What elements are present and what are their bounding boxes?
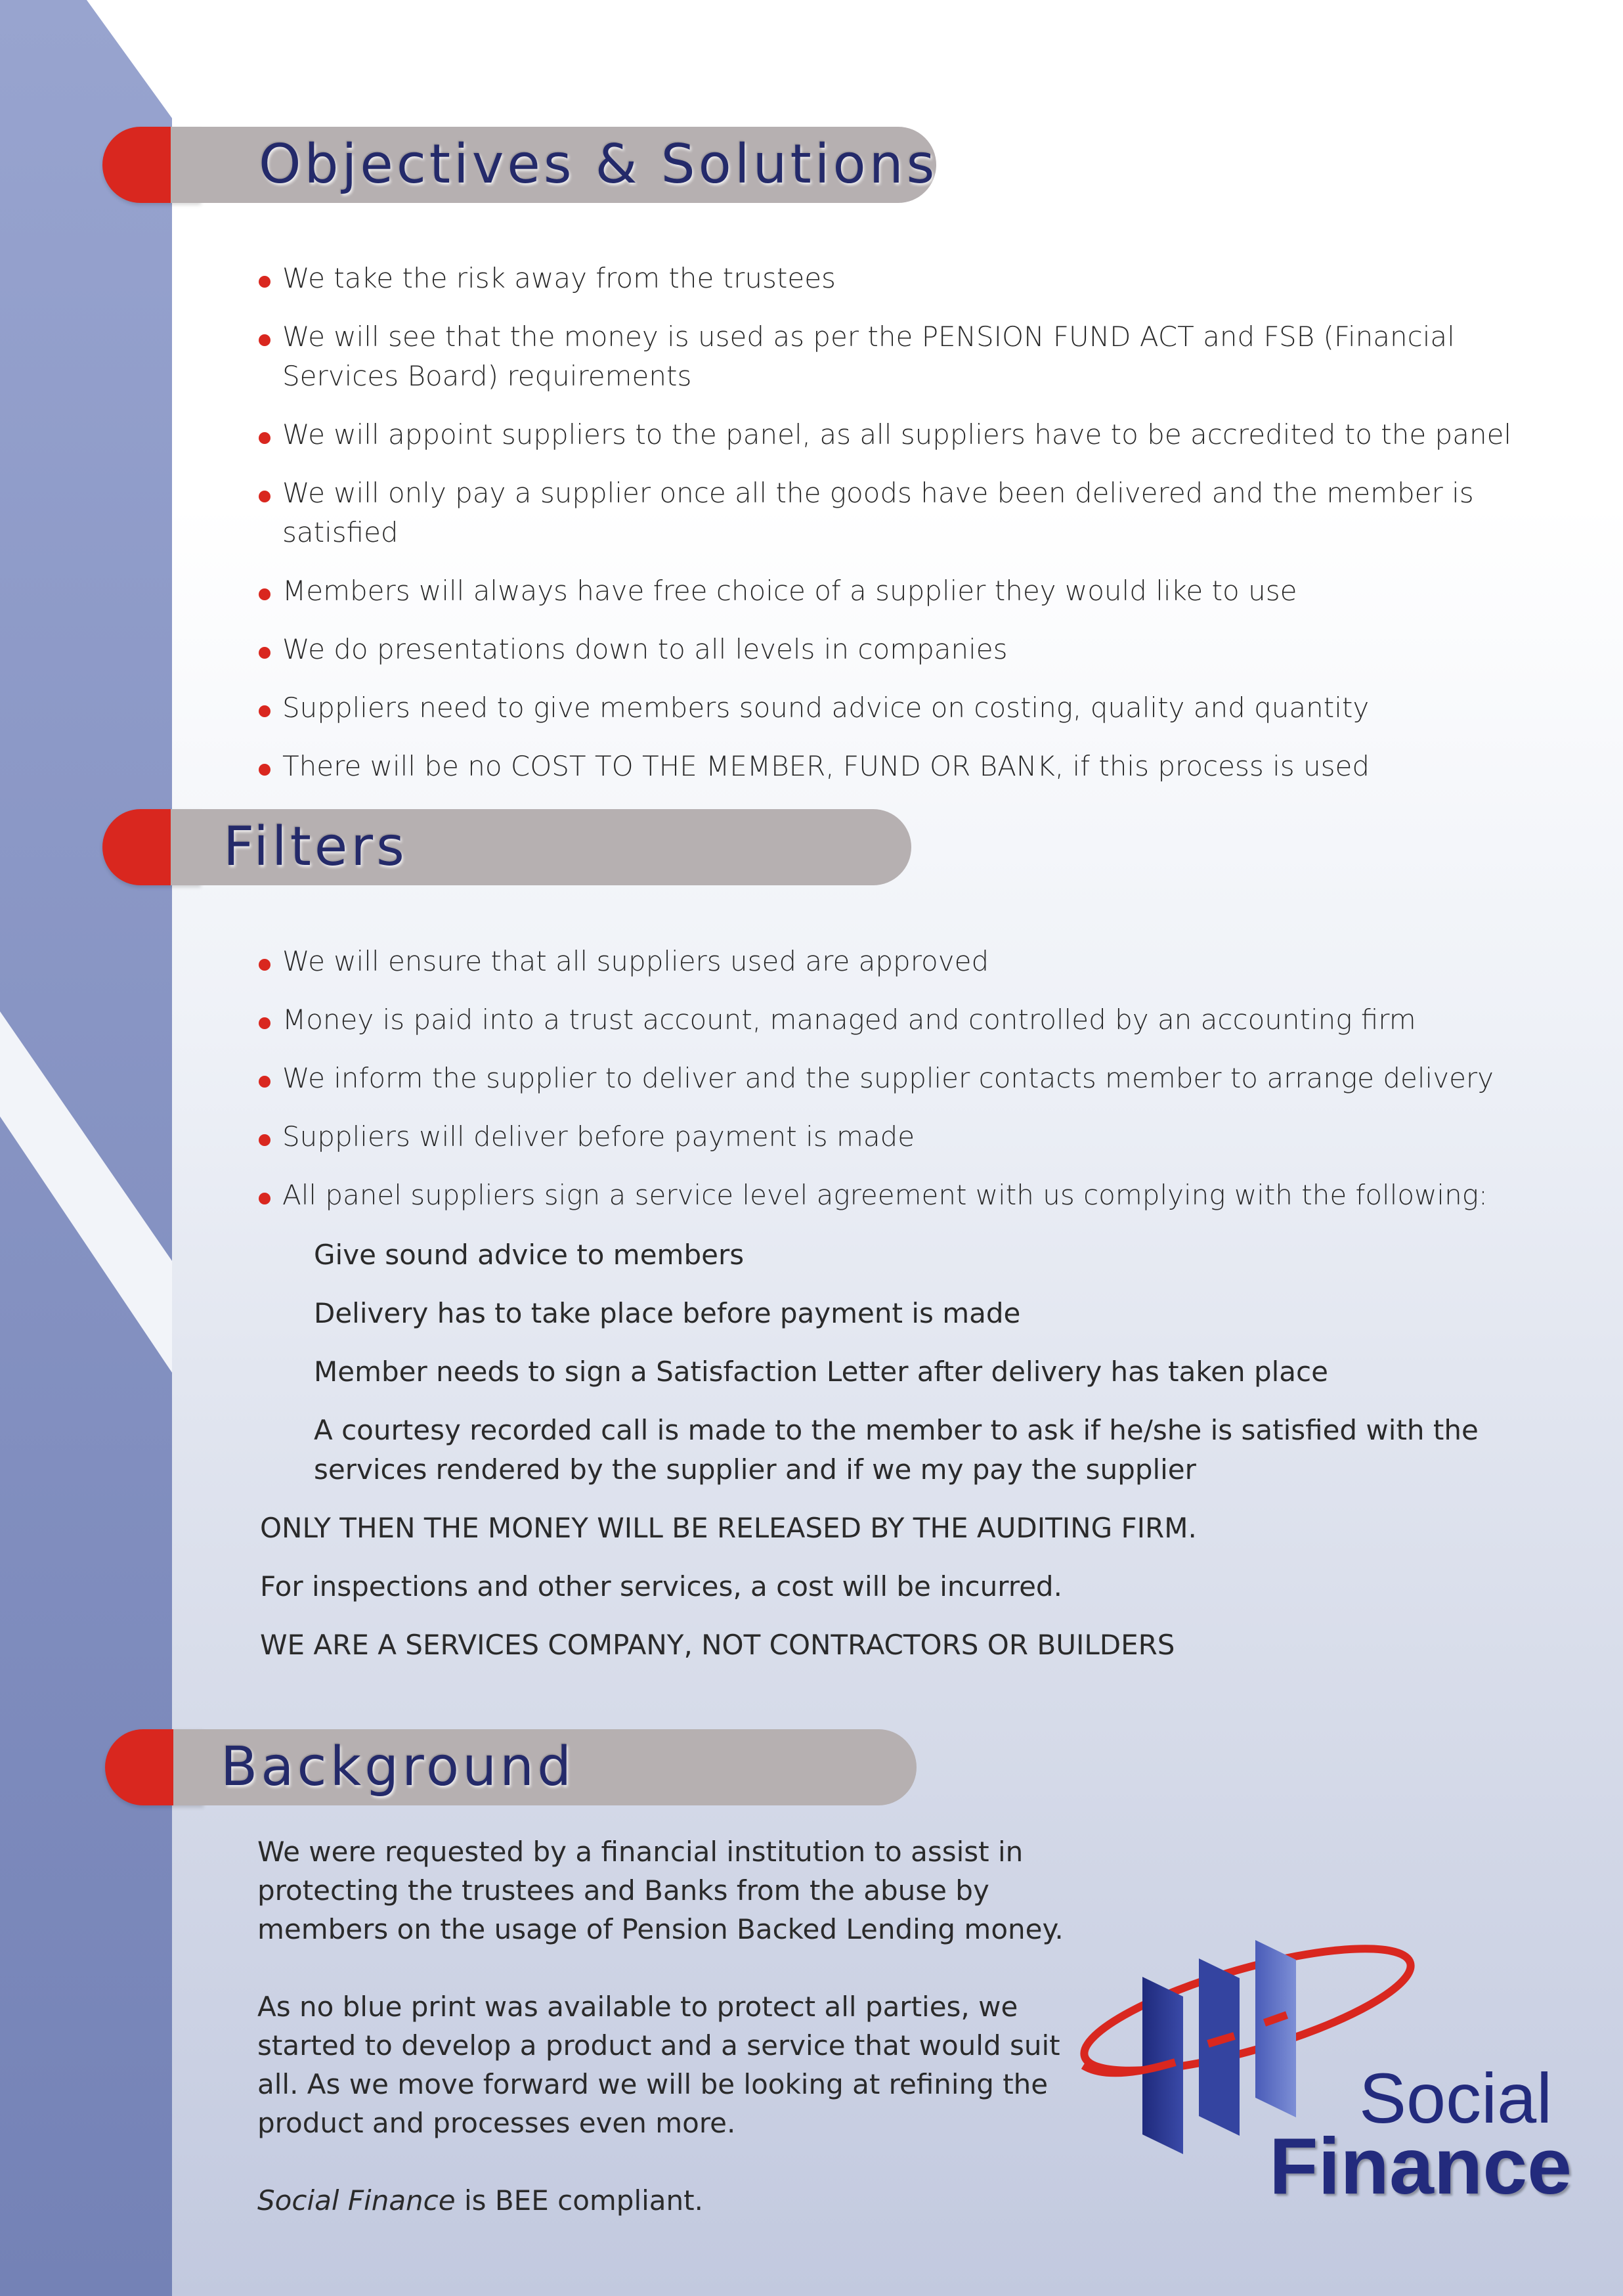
background-header bbox=[105, 1729, 917, 1805]
objectives-header bbox=[102, 127, 936, 203]
list-item: We will only pay a supplier once all the goods have been delivered and the member is satisfied bbox=[257, 474, 1538, 552]
filters-header bbox=[102, 809, 911, 885]
list-item: Suppliers will deliver before payment is made bbox=[257, 1117, 1538, 1157]
background-paragraph: We were requested by a financial institution to assist in protecting the trustees and Banks from the abuse by members on the usage of Pension Backed Lending money. bbox=[257, 1836, 1064, 1945]
bee-statement-text: is BEE compliant. bbox=[455, 2184, 703, 2217]
list-item: We take the risk away from the trustees bbox=[257, 259, 1538, 298]
objectives-title: Objectives & Solutions bbox=[259, 133, 938, 196]
list-item: There will be no COST TO THE MEMBER, FUND OR BANK, if this process is used bbox=[257, 747, 1538, 786]
logo-text-social: Social bbox=[1359, 2058, 1553, 2138]
background-paragraph: As no blue print was available to protect all parties, we started to develop a product and a service that would suit all. As we move forward we will be looking at refining the product and processes even more. bbox=[257, 1991, 1060, 2139]
note-line: ONLY THEN THE MONEY WILL BE RELEASED BY THE AUDITING FIRM. bbox=[260, 1512, 1197, 1544]
filters-notes bbox=[260, 1509, 1507, 1684]
company-name-italic: Social Finance bbox=[257, 2184, 456, 2217]
note-line: For inspections and other services, a cost will be incurred. bbox=[260, 1570, 1062, 1602]
filters-list bbox=[257, 942, 1538, 1234]
logo-text-finance: Finance bbox=[1269, 2121, 1572, 2211]
list-item: We will ensure that all suppliers used are approved bbox=[257, 942, 1538, 981]
list-item: All panel suppliers sign a service level agreement with us complying with the following: bbox=[257, 1176, 1538, 1215]
list-item: Money is paid into a trust account, managed and controlled by an accounting firm bbox=[257, 1000, 1538, 1040]
list-item: We inform the supplier to deliver and the supplier contacts member to arrange delivery bbox=[257, 1059, 1538, 1098]
list-item: We will see that the money is used as per the PENSION FUND ACT and FSB (Financial Services Board) requirements bbox=[257, 317, 1538, 396]
list-item: Delivery has to take place before payment is made bbox=[314, 1297, 1021, 1329]
decorative-left-band bbox=[0, 0, 172, 2296]
list-item: A courtesy recorded call is made to the member to ask if he/she is satisfied with the services rendered by the supplier and if we my pay the supplier bbox=[314, 1414, 1479, 1486]
background-text bbox=[257, 1832, 1085, 2259]
list-item: Give sound advice to members bbox=[314, 1239, 745, 1271]
list-item: We will appoint suppliers to the panel, as all suppliers have to be accredited to the panel bbox=[257, 415, 1538, 454]
filters-title: Filters bbox=[223, 816, 408, 878]
filters-sub-list bbox=[314, 1235, 1522, 1509]
list-item: Member needs to sign a Satisfaction Letter after delivery has taken place bbox=[314, 1356, 1328, 1388]
social-finance-logo bbox=[1070, 1931, 1572, 2226]
background-title: Background bbox=[221, 1736, 575, 1798]
bee-statement bbox=[257, 2181, 1085, 2220]
list-item: Members will always have free choice of a supplier they would like to use bbox=[257, 571, 1538, 611]
list-item: Suppliers need to give members sound advice on costing, quality and quantity bbox=[257, 688, 1538, 728]
list-item: We do presentations down to all levels in companies bbox=[257, 630, 1538, 669]
note-line: WE ARE A SERVICES COMPANY, NOT CONTRACTORS OR BUILDERS bbox=[260, 1629, 1175, 1661]
objectives-list bbox=[257, 259, 1538, 805]
